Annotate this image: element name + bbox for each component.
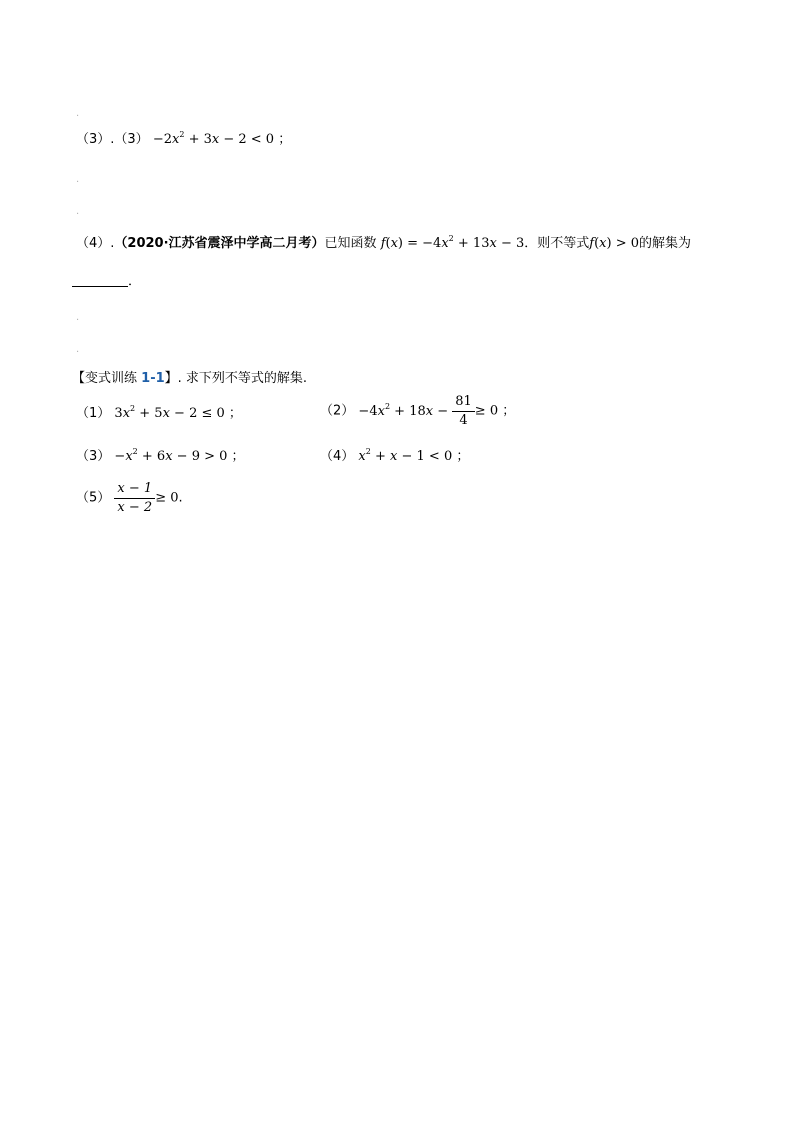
item-expression: $-x^2 + 6x - 9 > 0$ — [114, 447, 228, 464]
exercise-item-1 — [76, 405, 242, 423]
exercise-bracket-open: 【 — [72, 371, 86, 386]
problem-3-tail: ； — [278, 132, 292, 147]
function-expression: $f(x) = -4x^2 + 13x - 3$ — [380, 234, 525, 251]
answer-blank — [72, 274, 128, 287]
problem-4 — [76, 235, 691, 253]
item-number: （3） — [76, 449, 111, 464]
inequality-expression: f(x) > 0 — [589, 236, 639, 251]
exercise-item-4 — [320, 448, 469, 466]
exercise-number: 1-1 — [141, 371, 165, 386]
item-number: （4） — [320, 449, 355, 464]
item-tail: . — [178, 490, 183, 506]
answer-end: ． — [128, 274, 142, 289]
exercise-label: 变式训练 — [85, 371, 142, 386]
problem-3 — [76, 131, 291, 149]
item-number: （1） — [76, 406, 111, 421]
paragraph-mark: · — [76, 111, 80, 122]
problem-4-text-c: 的解集为 — [639, 236, 692, 251]
paragraph-mark: · — [76, 177, 80, 188]
exercise-item-3 — [76, 448, 245, 466]
exercise-bracket-close: 】 — [164, 371, 178, 386]
problem-4-source: （2020·江苏省震泽中学高二月考） — [114, 236, 325, 251]
problem-4-text-b: ．则不等式 — [524, 236, 590, 251]
answer-line — [72, 273, 141, 291]
paragraph-mark: · — [76, 347, 80, 358]
paragraph-mark: · — [76, 209, 80, 220]
exercise-instruction: . 求下列不等式的解集. — [177, 371, 308, 386]
item-expression-end: ≥ 0 — [155, 490, 179, 506]
problem-3-label: （3）.（3） — [76, 132, 149, 147]
fraction: $\frac{x - 1}{x - 2}$ — [114, 481, 155, 516]
item-tail: ； — [498, 403, 516, 419]
item-number: （2） — [320, 403, 355, 419]
problem-4-label: （4）. — [76, 236, 115, 251]
problem-4-text-a: 已知函数 — [324, 236, 377, 251]
exercise-item-5 — [76, 481, 183, 516]
item-tail: ； — [227, 449, 245, 464]
item-tail: ； — [452, 449, 470, 464]
item-expression: $x^2 + x - 1 < 0$ — [358, 447, 453, 464]
item-tail: ； — [224, 406, 242, 421]
item-number: （5） — [76, 490, 111, 506]
item-expression: $3x^2 + 5x - 2 \le 0$ — [114, 404, 225, 421]
fraction: $\frac{81}{4}$ — [452, 394, 475, 429]
problem-3-expression: $-2x^2 + 3x - 2 < 0$ — [152, 130, 275, 147]
item-expression: $-4x^2 + 18x$ − — [358, 401, 453, 419]
exercise-header — [72, 370, 307, 388]
paragraph-mark: · — [76, 315, 80, 326]
exercise-item-2 — [320, 394, 515, 429]
item-expression-end: ≥ 0 — [474, 403, 499, 419]
